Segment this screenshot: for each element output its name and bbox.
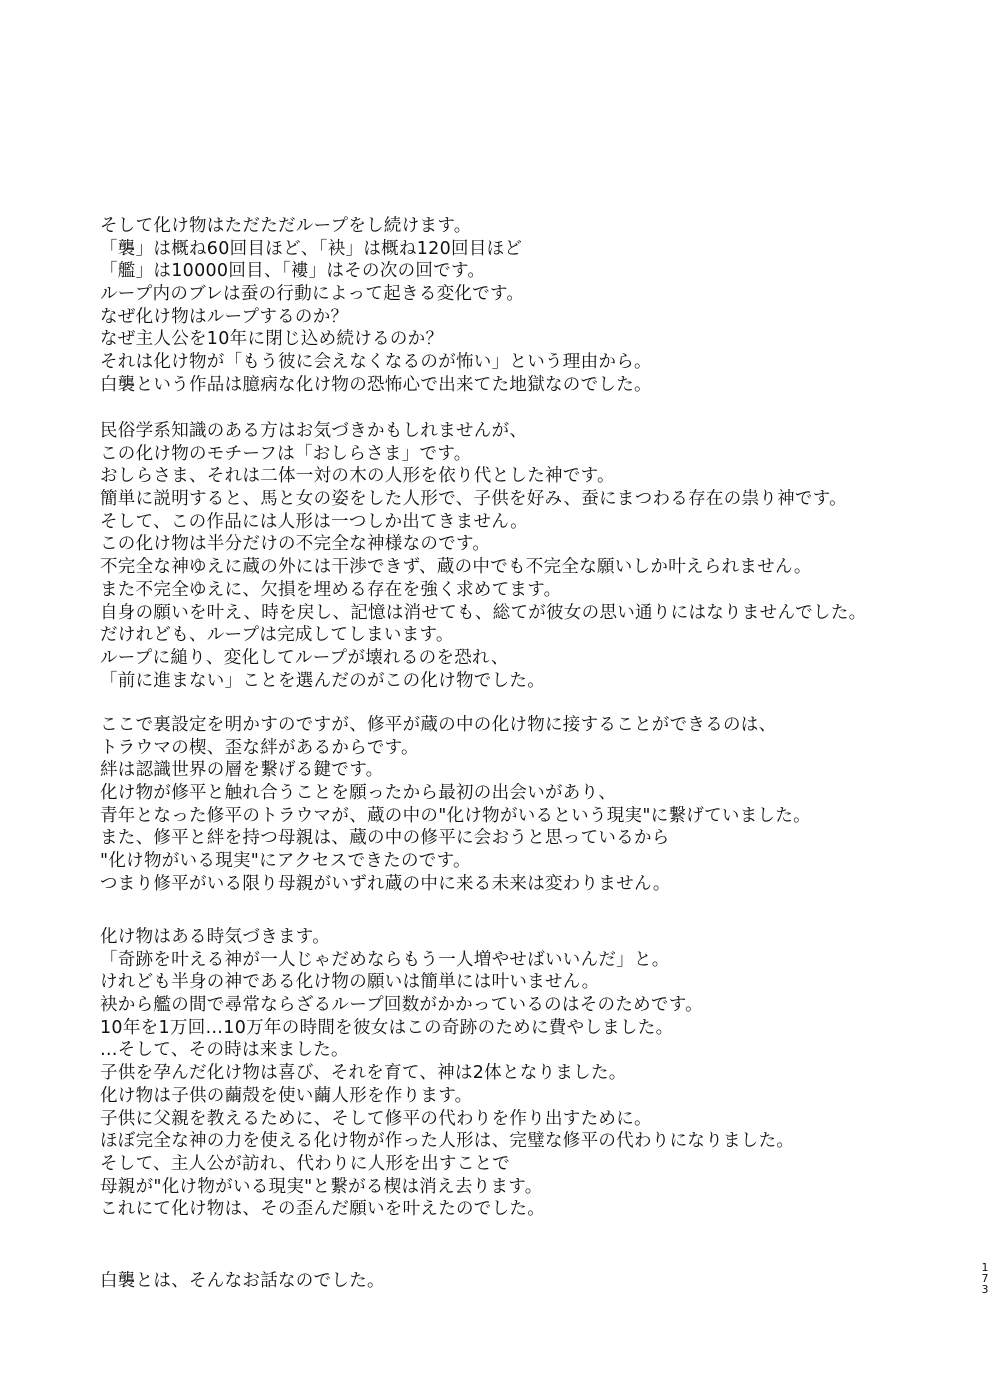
text-line: なぜ化け物はループするのか？ (100, 306, 349, 327)
paragraph-wish (100, 926, 960, 1221)
text-line: 自身の願いを叶え、時を戻し、記憶は消せても、総てが彼女の思い通りにはなりませんでした。 (100, 602, 867, 623)
text-line: 子供を孕んだ化け物は喜び、それを育て、神は2体となりました。 (100, 1063, 627, 1084)
text-line: "化け物がいる現実"にアクセスできたのです。 (100, 851, 471, 872)
paragraph-conclusion (100, 1270, 960, 1293)
page-number-digit: 1 (981, 1261, 989, 1274)
text-line: 「前に進まない」ことを選んだのがこの化け物でした。 (100, 670, 545, 691)
text-line: 化け物は子供の繭殻を使い繭人形を作ります。 (100, 1085, 473, 1106)
text-line: この化け物のモチーフは「おしらさま」です。 (100, 443, 472, 464)
text-line: 袂から艦の間で尋常ならざるループ回数がかかっているのはそのためです。 (100, 995, 703, 1016)
text-line: 白襲という作品は臆病な化け物の恐怖心で出来てた地獄なのでした。 (100, 374, 652, 395)
text-line: 化け物が修平と触れ合うことを願ったから最初の出会いがあり、 (100, 783, 617, 804)
text-line: ここで裏設定を明かすのですが、修平が蔵の中の化け物に接することができるのは、 (100, 715, 777, 735)
text-line: 白襲とは、そんなお話なのでした。 (100, 1271, 385, 1291)
text-line: 青年となった修平のトラウマが、蔵の中の"化け物がいるという現実"に繋げていました。 (100, 805, 811, 826)
text-line: ループに縋り、変化してループが壊れるのを恐れ、 (100, 647, 509, 668)
text-line: だけれども、ループは完成してしまいます。 (100, 625, 454, 646)
text-line: また不完全ゆえに、欠損を埋める存在を強く求めてます。 (100, 579, 562, 600)
page-number (979, 1262, 991, 1295)
text-line: 不完全な神ゆえに蔵の外には干渉できず、蔵の中でも不完全な願いしか叶えられません。 (100, 557, 812, 578)
paragraph-hidden-setting (100, 714, 960, 896)
text-line: 子供に父親を教えるために、そして修平の代わりを作り出すために。 (100, 1108, 652, 1129)
text-line: 10年を1万回…10万年の時間を彼女はこの奇跡のために費やしました。 (100, 1017, 674, 1038)
text-line: ループ内のブレは蚕の行動によって起きる変化です。 (100, 284, 525, 305)
text-line: おしらさま、それは二体一対の木の人形を依り代とした神です。 (100, 466, 615, 487)
text-line: これにて化け物は、その歪んだ願いを叶えたのでした。 (100, 1199, 545, 1220)
text-line: けれども半身の神である化け物の願いは簡単には叶いません。 (100, 972, 600, 993)
page-number-digit: 7 (981, 1272, 989, 1285)
text-line: 絆は認識世界の層を繋げる鍵です。 (100, 760, 384, 781)
text-line: なぜ主人公を10年に閉じ込め続けるのか？ (100, 329, 444, 350)
text-line: また、修平と絆を持つ母親は、蔵の中の修平に会おうと思っているから (100, 828, 670, 849)
text-line: つまり修平がいる限り母親がいずれ蔵の中に来る未来は変わりません。 (100, 873, 671, 894)
text-line: トラウマの楔、歪な絆があるからです。 (100, 737, 419, 758)
text-line: そして、主人公が訪れ、代わりに人形を出すことで (100, 1153, 511, 1174)
text-line: そして、この作品には人形は一つしか出てきません。 (100, 511, 528, 532)
text-line: 「襲」は概ね60回目ほど、「袂」は概ね120回目ほど (100, 238, 523, 259)
text-line: この化け物は半分だけの不完全な神様なのです。 (100, 534, 491, 555)
text-line: 「奇跡を叶える神が一人じゃだめならもう一人増やせばいいんだ」と。 (100, 949, 670, 970)
text-line: 化け物はある時気づきます。 (100, 927, 330, 947)
text-line: 母親が"化け物がいる現実"と繋がる楔は消え去ります。 (100, 1176, 543, 1197)
text-line: それは化け物が「もう彼に会えなくなるのが怖い」という理由から。 (100, 352, 652, 373)
text-line: 簡単に説明すると、馬と女の姿をした人形で、子供を好み、蚕にまつわる存在の祟り神です。 (100, 489, 847, 510)
text-line: 「艦」は10000回目、「褸」はその次の回です。 (100, 261, 486, 282)
text-line: 民俗学系知識のある方はお気づきかもしれませんが、 (100, 421, 528, 441)
page-number-digit: 3 (981, 1283, 989, 1296)
text-line: …そして、その時は来ました。 (100, 1040, 349, 1061)
text-line: そして化け物はただただループをし続けます。 (100, 216, 472, 236)
paragraph-oshirasama (100, 420, 960, 692)
text-line: ほぼ完全な神の力を使える化け物が作った人形は、完璧な修平の代わりになりました。 (100, 1131, 795, 1152)
paragraph-loop (100, 215, 960, 397)
